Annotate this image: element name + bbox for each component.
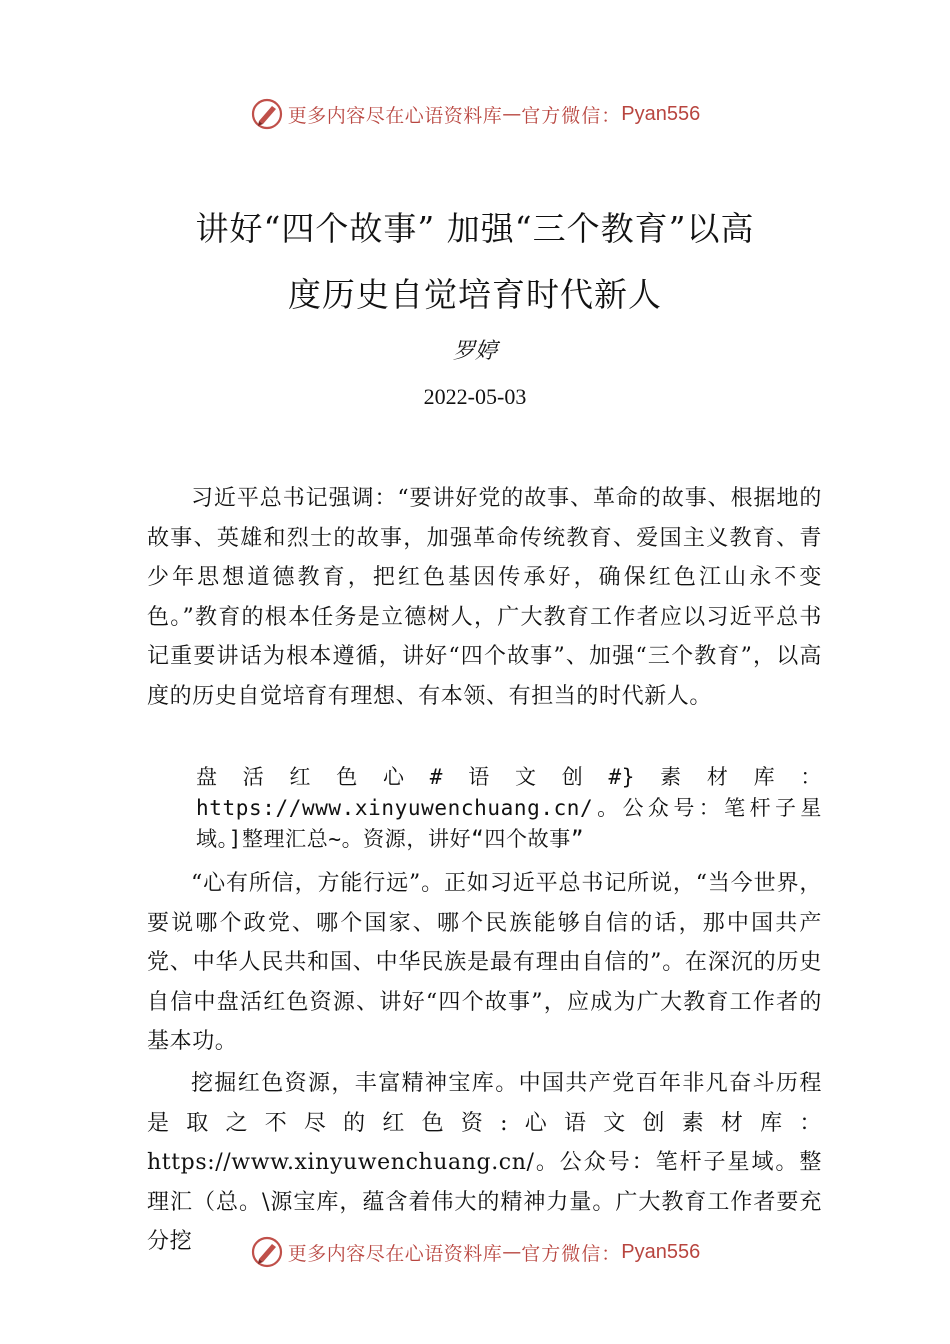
banner-text: 更多内容尽在心语资料库 <box>287 1242 503 1265</box>
title-line-1: 讲好“四个故事” 加强“三个教育”以高 <box>195 209 755 248</box>
banner-wechat-id: Pyan556 <box>621 102 701 125</box>
footer-banner <box>0 1232 950 1272</box>
article-author: 罗婷 <box>452 339 497 364</box>
header-banner <box>0 94 950 134</box>
pen-logo-icon <box>250 97 284 131</box>
paragraph-2: 盘活红色心#语文创#}素材库：https://www.xinyuwenchuang.cn/。公众号：笔杆子星域。]整理汇总~。资源，讲好“四个故事” <box>196 765 822 851</box>
paragraph-3: “心有所信，方能行远”。正如习近平总书记所说，“当今世界，要说哪个政党、哪个国家、哪个民族能够自信的话，那中国共产党、中华人民共和国、中华民族是最有理由自信的”。在深沉的历史自信中盘活红色资源、讲好“四个故事”，应成为广大教育工作者的基本功。 <box>147 871 822 1054</box>
title-line-2: 度历史自觉培育时代新人 <box>288 275 662 314</box>
banner-wechat-label: 官方微信： <box>521 104 622 127</box>
pen-logo-icon <box>250 1235 284 1269</box>
banner-separator: — <box>502 103 522 125</box>
banner-wechat-label: 官方微信： <box>521 1242 622 1265</box>
article-title <box>110 196 840 328</box>
banner-wechat-id: Pyan556 <box>621 1240 701 1263</box>
paragraph-4: 挖掘红色资源，丰富精神宝库。中国共产党百年非凡奋斗历程是取之不尽的红色资:心语文创素材库：https://www.xinyuwenchuang.cn/。公众号：笔杆子星域。整理汇（总。\源宝库，蕴含着伟大的精神力量。广大教育工作者要充分挖 <box>147 1071 822 1254</box>
article-date: 2022-05-03 <box>423 384 527 409</box>
paragraph-1: 习近平总书记强调：“要讲好党的故事、革命的故事、根据地的故事、英雄和烈士的故事，加强革命传统教育、爱国主义教育、青少年思想道德教育，把红色基因传承好，确保红色江山永不变色。”教育的根本任务是立德树人，广大教育工作者应以习近平总书记重要讲话为根本遵循，讲好“四个故事”、加强“三个教育”，以高度的历史自觉培育有理想、有本领、有担当的时代新人。 <box>147 486 822 709</box>
banner-text: 更多内容尽在心语资料库 <box>287 104 503 127</box>
banner-separator: — <box>502 1241 522 1263</box>
